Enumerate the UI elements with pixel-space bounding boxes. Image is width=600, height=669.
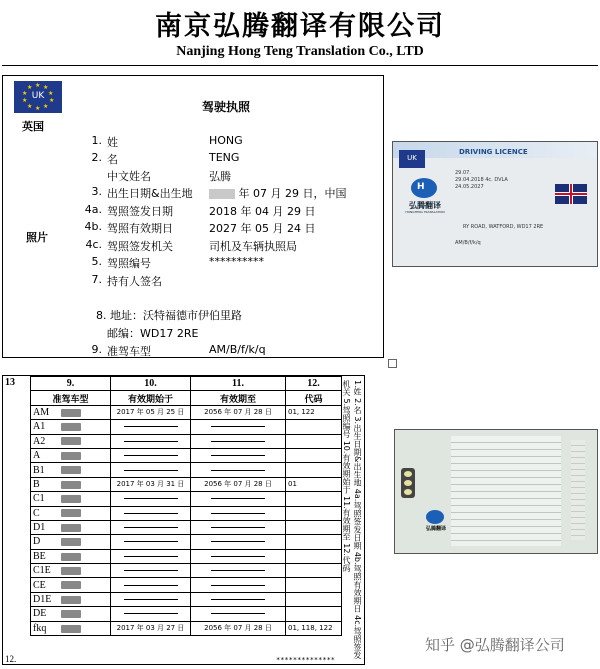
table-row [31, 592, 342, 606]
col-header-category: 准驾车型 [31, 391, 111, 405]
logo-text: 弘腾翻译 [425, 526, 446, 532]
valid-from-cell [111, 549, 191, 563]
valid-from-cell [111, 607, 191, 621]
valid-from-cell [111, 420, 191, 434]
category-code: AM [33, 406, 50, 418]
card-eu-flag-icon [399, 150, 425, 168]
translator-logo-icon: H 弘腾翻译 HONGTENG TRANSLATION [403, 178, 447, 216]
field-value-given-name: TENG [209, 151, 240, 164]
empty-dash [211, 556, 265, 557]
valid-from-cell [111, 564, 191, 578]
valid-to-cell: 2056 年 07 月 28 日 [191, 477, 286, 491]
field-label-signature: 持有人签名 [107, 275, 162, 288]
valid-to-cell [191, 434, 286, 448]
card-line: 29.04.2018 4c. DVLA [455, 177, 508, 183]
vehicle-icon [61, 581, 81, 589]
vehicle-icon [61, 567, 81, 575]
col-header-valid-to: 有效期至 [191, 391, 286, 405]
empty-dash [124, 556, 178, 557]
code-cell [286, 463, 342, 477]
valid-to-cell [191, 607, 286, 621]
table-row [31, 477, 342, 491]
table-row [31, 607, 342, 621]
code-cell [286, 448, 342, 462]
empty-dash [211, 498, 265, 499]
card-line: 29.07. [455, 170, 471, 176]
vehicle-icon [61, 625, 81, 633]
valid-to-cell [191, 578, 286, 592]
field-number: 4a. [84, 203, 102, 216]
vehicle-icon [61, 596, 81, 604]
vehicle-icon [61, 509, 81, 517]
category-code: CE [33, 579, 46, 591]
category-code: A1 [33, 421, 46, 433]
category-cell [31, 448, 111, 462]
category-code: C1E [33, 565, 51, 577]
field-postcode: 邮编：WD17 2RE [107, 327, 199, 340]
field-label-surname: 姓 [107, 136, 118, 149]
license-card-front-image [392, 141, 598, 267]
valid-to-cell [191, 506, 286, 520]
empty-dash [124, 613, 178, 614]
stars-mask: ************** [276, 656, 336, 664]
valid-from-cell [111, 578, 191, 592]
card-category: AM/B/f/k/q [455, 240, 481, 246]
category-code: DE [33, 608, 47, 620]
empty-dash [124, 585, 178, 586]
category-code: D1 [33, 522, 46, 534]
valid-to-cell [191, 520, 286, 534]
card-address: RY ROAD, WATFORD, WD17 2RE [463, 224, 544, 230]
field-value-issue-date: 2018 年 04 月 29 日 [209, 205, 316, 218]
field-label-expiry-date: 驾照有效期日 [107, 222, 173, 235]
table-row [31, 535, 342, 549]
bottom-number: 12. [5, 654, 17, 664]
col-number: 10. [111, 377, 191, 391]
field-value-chinese-name: 弘腾 [209, 170, 231, 183]
col-header-valid-from: 有效期始于 [111, 391, 191, 405]
vehicle-icon [61, 409, 81, 417]
company-title-cn: 南京弘腾翻译有限公司 [155, 11, 445, 42]
valid-to-cell [191, 564, 286, 578]
code-cell: 01, 118, 122 [286, 621, 342, 635]
valid-to-cell [191, 535, 286, 549]
category-code: BE [33, 550, 46, 562]
column-number-row [31, 377, 342, 391]
empty-dash [211, 513, 265, 514]
code-cell [286, 549, 342, 563]
card-back-grid [451, 436, 561, 546]
category-cell [31, 420, 111, 434]
table-row [31, 506, 342, 520]
valid-to-cell [191, 448, 286, 462]
category-code: fkq [33, 622, 47, 634]
card-lines [455, 170, 508, 191]
category-cell [31, 520, 111, 534]
col-number: 9. [31, 377, 111, 391]
legend-vertical-text: 1.姓 2.名 3.出生日期&出生地 4a.驾照签发日期 4b.驾照有效期日 4c.驾照签发机关 5.驾照编号 10.有效期始于 11.有效期至 12.代码 [342, 380, 362, 660]
field-value-expiry-date: 2027 年 05 月 24 日 [209, 222, 316, 235]
col-number: 12. [286, 377, 342, 391]
empty-dash [124, 541, 178, 542]
valid-to-cell: 2056 年 07 月 28 日 [191, 621, 286, 635]
field-address: 8. 地址：沃特福德市伊伯里路 [96, 309, 242, 322]
table-row [31, 578, 342, 592]
table-row [31, 549, 342, 563]
category-code: A2 [33, 435, 46, 447]
flag-country-code: UK [31, 91, 45, 101]
eu-flag-icon: ★ ★ ★ ★ ★ ★ ★ ★ ★ ★ UK [14, 81, 62, 113]
field-number: 1. [91, 134, 102, 147]
category-code: D1E [33, 594, 52, 606]
table-row [31, 420, 342, 434]
code-cell [286, 564, 342, 578]
valid-from-cell: 2017 年 05 月 25 日 [111, 405, 191, 419]
col-number: 11. [191, 377, 286, 391]
category-cell [31, 549, 111, 563]
valid-to-cell [191, 492, 286, 506]
union-jack-icon [555, 184, 587, 204]
card-title: DRIVING LICENCE [459, 148, 528, 156]
valid-to-cell [191, 463, 286, 477]
code-cell [286, 592, 342, 606]
category-code: B [33, 478, 40, 490]
field-label-chinese-name: 中文姓名 [107, 170, 151, 183]
logo-text: 弘腾翻译 [409, 201, 441, 210]
valid-from-cell [111, 535, 191, 549]
category-code: D [33, 536, 41, 548]
code-cell: 01 [286, 477, 342, 491]
column-header-row [31, 391, 342, 405]
vehicle-icon [61, 524, 81, 532]
category-cell [31, 463, 111, 477]
vehicle-icon [61, 553, 81, 561]
vehicle-icon [61, 495, 81, 503]
field-number: 5. [91, 255, 102, 268]
empty-dash [211, 455, 265, 456]
field-number: 4b. [84, 220, 102, 233]
card-line: 24.05.2027 [455, 184, 484, 190]
photo-label: 照片 [26, 231, 48, 244]
field-label-authority: 驾照签发机关 [107, 240, 173, 253]
category-cell [31, 592, 111, 606]
empty-dash [124, 426, 178, 427]
valid-from-cell: 2017 年 03 月 31 日 [111, 477, 191, 491]
field-label-vehicle-type: 准驾车型 [107, 345, 151, 358]
code-cell [286, 535, 342, 549]
valid-to-cell [191, 549, 286, 563]
license-title: 驾驶执照 [202, 100, 251, 114]
category-cell [31, 434, 111, 448]
col-header-code: 代码 [286, 391, 342, 405]
vehicle-icon [61, 610, 81, 618]
valid-to-cell [191, 420, 286, 434]
category-cell [31, 506, 111, 520]
valid-from-cell [111, 492, 191, 506]
code-cell: 01, 122 [286, 405, 342, 419]
code-cell [286, 420, 342, 434]
empty-dash [211, 426, 265, 427]
valid-from-cell [111, 592, 191, 606]
empty-dash [211, 599, 265, 600]
category-cell [31, 535, 111, 549]
empty-dash [211, 613, 265, 614]
card-back-legend [571, 440, 585, 540]
table-row [31, 405, 342, 419]
logo-subtext: HONGTENG TRANSLATION [405, 210, 445, 214]
category-cell [31, 492, 111, 506]
birth-text: 年 07 月 29 日，中国 [238, 187, 347, 200]
category-cell [31, 607, 111, 621]
valid-from-cell [111, 520, 191, 534]
field-value-surname: HONG [209, 134, 243, 147]
license-fields [0, 0, 384, 360]
checkbox-marker [388, 359, 397, 368]
empty-dash [211, 527, 265, 528]
company-title-en: Nanjing Hong Teng Translation Co., LTD [176, 44, 424, 59]
category-cell [31, 564, 111, 578]
valid-from-cell [111, 463, 191, 477]
field-number: 2. [91, 151, 102, 164]
country-label: 英国 [22, 120, 44, 133]
categories-table [30, 376, 342, 636]
table-row [31, 520, 342, 534]
vehicle-icon [61, 437, 81, 445]
empty-dash [124, 513, 178, 514]
field-label-birth: 出生日期&出生地 [107, 187, 193, 200]
vehicle-icon [61, 481, 81, 489]
side-number: 13 [5, 377, 15, 388]
code-cell [286, 607, 342, 621]
valid-from-cell [111, 448, 191, 462]
code-cell [286, 520, 342, 534]
category-code: B1 [33, 464, 45, 476]
license-card-back-image [394, 429, 598, 554]
category-code: C [33, 507, 40, 519]
card-flag-text: UK [407, 154, 417, 162]
code-cell [286, 492, 342, 506]
category-cell [31, 621, 111, 635]
table-row [31, 434, 342, 448]
vehicle-icon [61, 466, 81, 474]
table-row [31, 448, 342, 462]
valid-from-cell [111, 506, 191, 520]
empty-dash [211, 585, 265, 586]
empty-dash [124, 498, 178, 499]
vehicle-icon [61, 423, 81, 431]
code-cell [286, 434, 342, 448]
valid-from-cell [111, 434, 191, 448]
empty-dash [124, 470, 178, 471]
empty-dash [124, 599, 178, 600]
code-cell [286, 578, 342, 592]
field-number: 9. [91, 343, 102, 356]
empty-dash [124, 527, 178, 528]
valid-to-cell [191, 592, 286, 606]
table-row [31, 463, 342, 477]
empty-dash [124, 570, 178, 571]
field-value-license-number: ********** [209, 255, 264, 268]
traffic-light-icon [401, 468, 415, 498]
table-row [31, 492, 342, 506]
field-number: 4c. [85, 238, 102, 251]
valid-from-cell: 2017 年 03 月 27 日 [111, 621, 191, 635]
category-cell [31, 477, 111, 491]
field-number: 7. [91, 273, 102, 286]
vehicle-icon [61, 538, 81, 546]
redacted-year [209, 189, 235, 199]
empty-dash [211, 541, 265, 542]
watermark: 知乎 @弘腾翻译公司 [425, 636, 565, 654]
table-row [31, 621, 342, 635]
category-code: C1 [33, 493, 45, 505]
table-row [31, 564, 342, 578]
category-code: A [33, 450, 41, 462]
empty-dash [211, 570, 265, 571]
field-label-given-name: 名 [107, 153, 118, 166]
code-cell [286, 506, 342, 520]
category-cell [31, 405, 111, 419]
field-label-issue-date: 驾照签发日期 [107, 205, 173, 218]
category-cell [31, 578, 111, 592]
empty-dash [124, 455, 178, 456]
field-label-license-number: 驾照编号 [107, 257, 151, 270]
field-number: 3. [91, 185, 102, 198]
field-value-birth [209, 185, 346, 201]
empty-dash [211, 470, 265, 471]
vehicle-icon [61, 452, 81, 460]
field-value-authority: 司机及车辆执照局 [209, 240, 297, 253]
field-value-vehicle-type: AM/B/f/k/q [209, 343, 266, 356]
translator-logo-icon [421, 510, 451, 534]
empty-dash [124, 441, 178, 442]
valid-to-cell: 2056 年 07 月 28 日 [191, 405, 286, 419]
empty-dash [211, 441, 265, 442]
